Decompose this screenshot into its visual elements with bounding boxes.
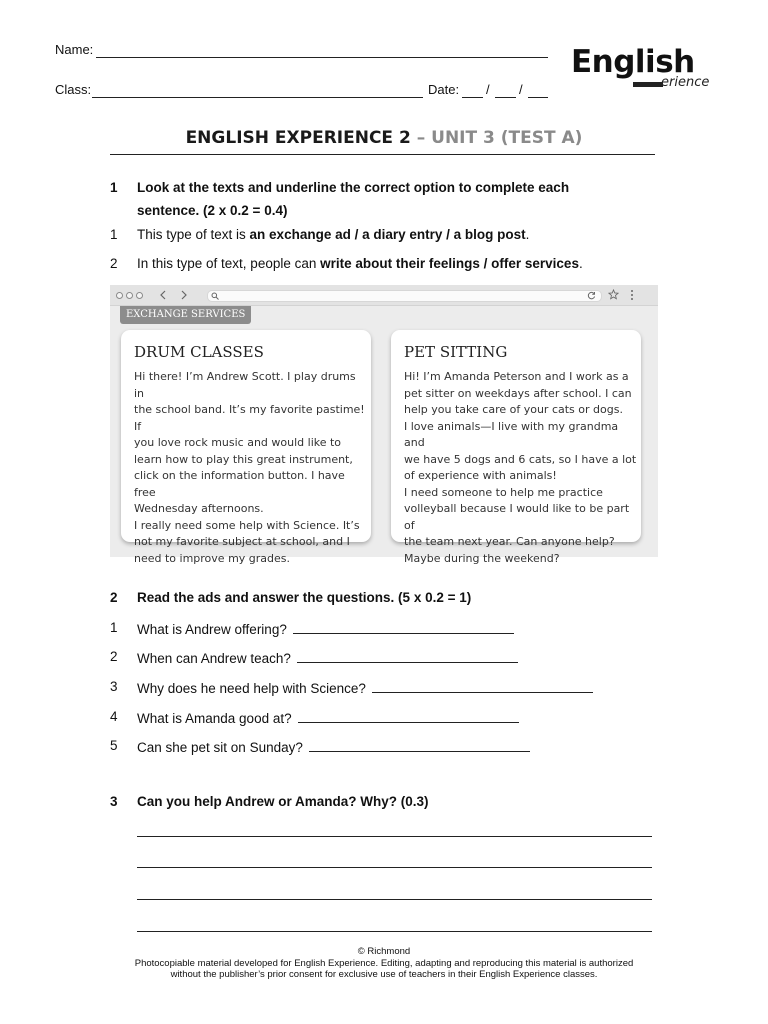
search-icon — [211, 292, 219, 300]
tab-exchange-services[interactable]: EXCHANGE SERVICES — [120, 306, 251, 324]
q2-item-2 — [137, 649, 518, 666]
footer-copyright: © Richmond — [357, 946, 411, 957]
q2-item-number: 4 — [110, 709, 118, 724]
logo-sub-text: erience — [661, 75, 710, 90]
q2-item-number: 2 — [110, 649, 118, 664]
name-field[interactable] — [96, 57, 548, 58]
browser-mockup — [110, 285, 658, 565]
q2-question-text: Why does he need help with Science? — [137, 681, 366, 696]
q1-item-number: 1 — [110, 227, 118, 242]
q3-number: 3 — [110, 794, 118, 809]
date-month-field[interactable] — [495, 97, 516, 98]
q2-question-text: When can Andrew teach? — [137, 651, 291, 666]
english-experience-logo — [570, 44, 715, 94]
answer-blank[interactable] — [293, 620, 514, 634]
class-label: Class: — [55, 82, 92, 97]
answer-blank[interactable] — [297, 649, 518, 663]
class-field[interactable] — [92, 97, 423, 98]
title-main: ENGLISH EXPERIENCE 2 — [185, 128, 411, 148]
q1-item-1-suffix: . — [525, 227, 530, 242]
answer-blank[interactable] — [372, 679, 593, 693]
q2-question-text: What is Amanda good at? — [137, 711, 292, 726]
q1-item-1-prefix: This type of text is — [137, 227, 250, 242]
ad-card-title: DRUM CLASSES — [134, 343, 264, 361]
q2-item-3 — [137, 679, 593, 696]
q1-item-number: 2 — [110, 256, 118, 271]
logo-bar — [633, 82, 663, 87]
q1-instruction — [137, 176, 677, 222]
forward-icon[interactable] — [180, 290, 188, 300]
more-icon[interactable] — [630, 289, 634, 301]
address-bar[interactable] — [207, 290, 602, 302]
q1-item-1-options[interactable]: an exchange ad / a diary entry / a blog post — [249, 227, 526, 242]
q2-instruction: Read the ads and answer the questions. (5 x 0.2 = 1) — [137, 590, 472, 605]
q2-number: 2 — [110, 590, 118, 605]
date-year-field[interactable] — [528, 97, 548, 98]
q2-question-text: Can she pet sit on Sunday? — [137, 740, 303, 755]
ad-card-drum-classes — [121, 330, 371, 565]
q2-item-4 — [137, 709, 519, 726]
q1-item-2 — [137, 256, 583, 271]
q2-item-number: 1 — [110, 620, 118, 635]
ad-card-text: Hi! I’m Amanda Peterson and I work as a pet sitter on weekdays after school. I can help you take care of your cats or dogs. I love animals—I live with my grandma and we have 5 dogs and 6 cats, so I have a lot of experience with animals! I need someone to help me practice volleyball because I would like to be part of the team next year. Can anyone help? Maybe during the weekend? — [404, 370, 637, 565]
back-icon[interactable] — [159, 290, 167, 300]
window-dot — [136, 292, 143, 299]
answer-blank[interactable] — [298, 709, 519, 723]
footer-notice-line2: without the publisher’s prior consent for exclusive use of teachers in their English Experience classes. — [170, 969, 598, 980]
answer-line[interactable] — [137, 931, 652, 932]
q1-item-2-suffix: . — [578, 256, 583, 271]
ad-card-body — [404, 369, 639, 567]
reload-icon[interactable] — [587, 291, 596, 300]
title-sub: – UNIT 3 (TEST A) — [416, 128, 583, 148]
q2-question-text: What is Andrew offering? — [137, 622, 287, 637]
answer-blank[interactable] — [309, 738, 530, 752]
title-rule — [110, 154, 655, 155]
answer-line[interactable] — [137, 836, 652, 837]
date-day-field[interactable] — [462, 97, 483, 98]
logo-main-text: English — [571, 44, 695, 80]
q2-item-5 — [137, 738, 530, 755]
answer-line[interactable] — [137, 899, 652, 900]
footer-notice-line1: Photocopiable material developed for English Experience. Editing, adapting and reproducing this material is authorized — [134, 957, 634, 969]
q1-instruction-line1: Look at the texts and underline the correct option to complete each — [137, 180, 570, 195]
star-icon[interactable] — [608, 289, 619, 300]
page-title — [0, 128, 768, 148]
date-separator: / — [519, 82, 523, 97]
ad-card-pet-sitting — [391, 330, 641, 565]
ad-card-text: Hi there! I’m Andrew Scott. I play drums in the school band. It’s my favorite pastime! If you love rock music and would like to learn how to play this great instrument, click on the information button. I have free Wednesday afternoons. I really need some help with Science. It’s not my favorite subject at school, and I need to improve my grades. — [134, 370, 365, 565]
q3-instruction: Can you help Andrew or Amanda? Why? (0.3) — [137, 794, 429, 809]
q2-item-number: 3 — [110, 679, 118, 694]
window-dot — [116, 292, 123, 299]
date-label: Date: — [428, 82, 460, 97]
browser-toolbar — [110, 285, 658, 306]
answer-line[interactable] — [137, 867, 652, 868]
q1-number: 1 — [110, 180, 118, 195]
footer — [0, 946, 768, 981]
q1-item-2-options[interactable]: write about their feelings / offer services — [320, 256, 579, 271]
q1-item-2-prefix: In this type of text, people can — [137, 256, 321, 271]
ad-card-body — [134, 369, 369, 567]
q1-item-1 — [137, 227, 529, 242]
q2-item-number: 5 — [110, 738, 118, 753]
date-separator: / — [486, 82, 490, 97]
q1-instruction-line2: sentence. (2 x 0.2 = 0.4) — [137, 203, 288, 218]
window-dot — [126, 292, 133, 299]
name-label: Name: — [55, 42, 94, 57]
q2-item-1 — [137, 620, 514, 637]
ad-card-title: PET SITTING — [404, 343, 508, 361]
